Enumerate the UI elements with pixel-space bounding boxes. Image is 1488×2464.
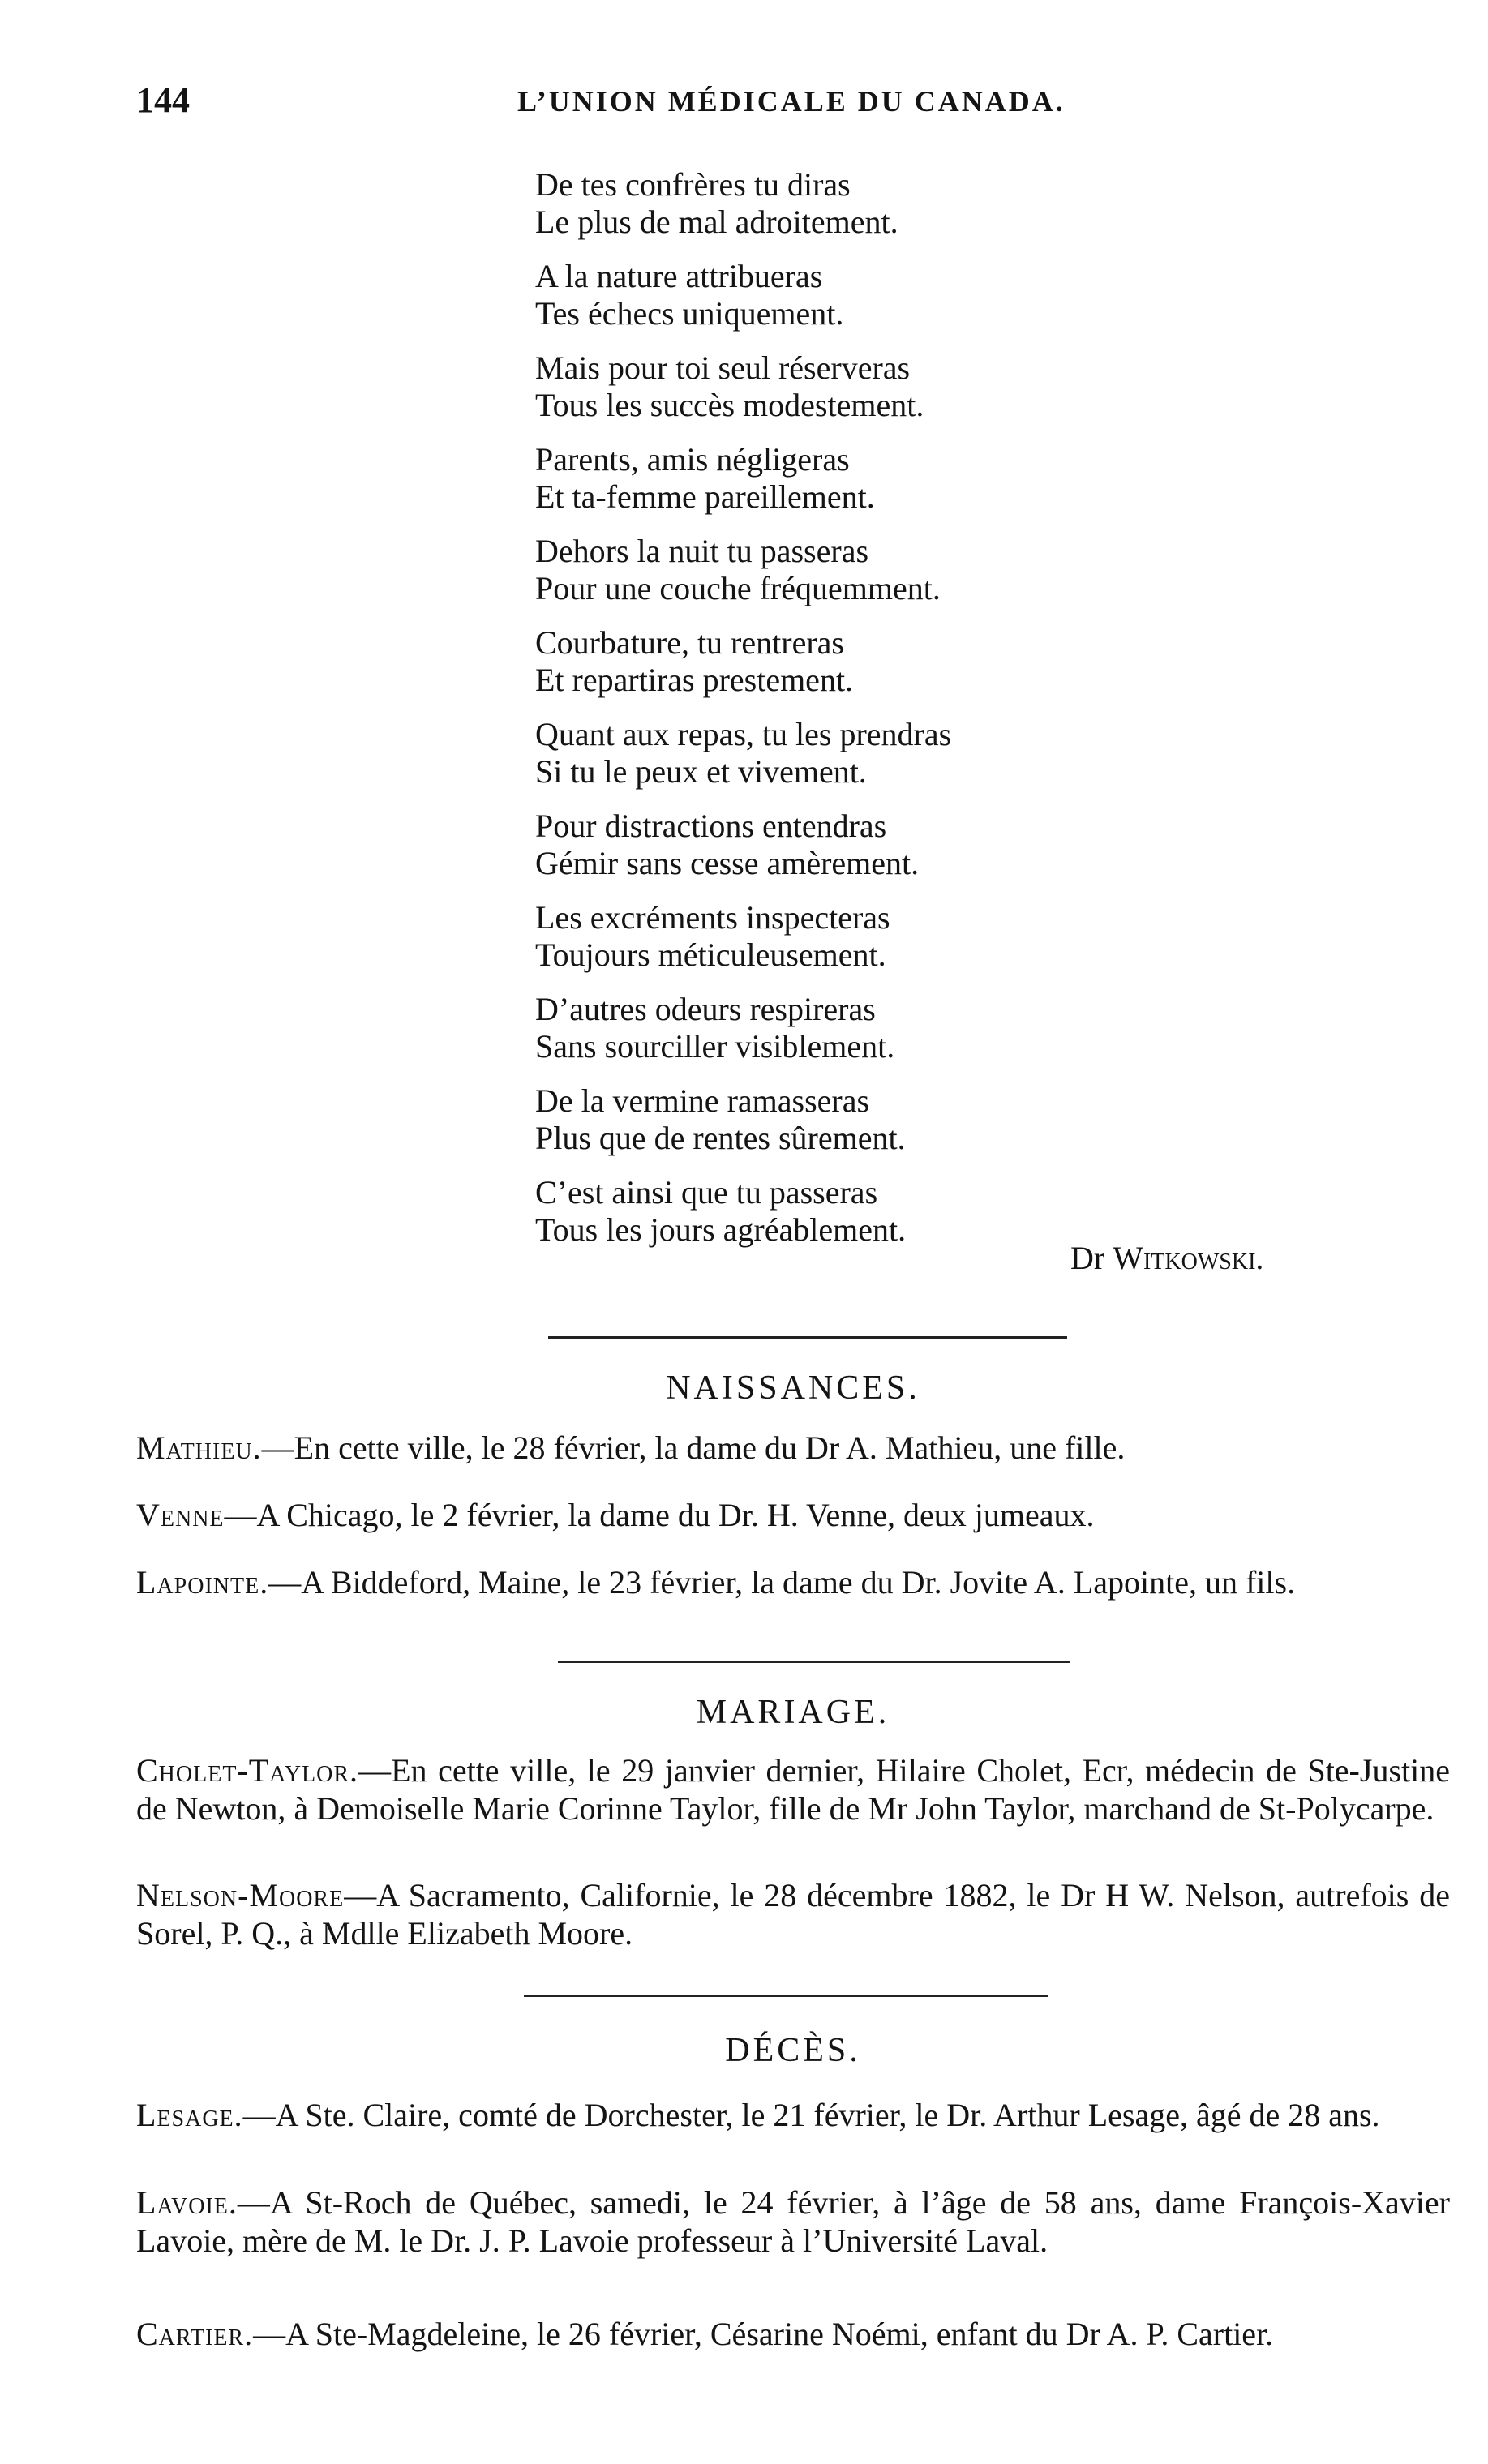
announcement-entry	[136, 1751, 1450, 1828]
poem-line: Pour une couche fréquemment.	[535, 570, 941, 606]
signature-prefix: Dr	[1070, 1240, 1105, 1276]
poem-stanza	[535, 1174, 1346, 1249]
poem-line: Le plus de mal adroitement.	[535, 204, 898, 240]
poem-stanza	[535, 349, 1346, 424]
entry-name: Cholet-Taylor.	[136, 1752, 359, 1789]
poem-stanza	[535, 899, 1346, 974]
poem-stanza	[535, 1082, 1346, 1157]
entry-name: Venne	[136, 1497, 225, 1533]
poem-line: Et ta-femme pareillement.	[535, 478, 875, 515]
poem-line: Quant aux repas, tu les prendras	[535, 716, 952, 752]
poem-line: C’est ainsi que tu passeras	[535, 1174, 878, 1211]
poem-line: Dehors la nuit tu passeras	[535, 533, 869, 569]
section-divider	[558, 1661, 1070, 1663]
entry-name: Lapointe.	[136, 1564, 269, 1601]
entry-text: —A St-Roch de Québec, samedi, le 24 février, à l’âge de 58 ans, dame François-Xavier Lavoie, mère de M. le Dr. J. P. Lavoie professeur à l’Université Laval.	[136, 2184, 1450, 2259]
announcement-entry	[136, 2096, 1450, 2134]
poem	[535, 166, 1346, 1266]
poem-line: Gémir sans cesse amèrement.	[535, 845, 920, 881]
poem-line: Pour distractions entendras	[535, 808, 887, 844]
poem-signature	[1070, 1239, 1263, 1277]
signature-name: Witkowski.	[1113, 1240, 1264, 1276]
entry-name: Lesage.	[136, 2097, 243, 2133]
entry-text: —A Sacramento, Californie, le 28 décembre 1882, le Dr H W. Nelson, autrefois de Sorel, P. Q., à Mdlle Elizabeth Moore.	[136, 1877, 1450, 1952]
poem-line: Toujours méticuleusement.	[535, 936, 886, 973]
poem-stanza	[535, 991, 1346, 1065]
announcement-entry	[136, 1563, 1450, 1601]
deces-heading: DÉCÈS.	[725, 2032, 861, 2069]
poem-line: Tes échecs uniquement.	[535, 295, 844, 332]
poem-stanza	[535, 166, 1346, 241]
entry-text: —A Chicago, le 2 février, la dame du Dr. H. Venne, deux jumeaux.	[224, 1497, 1095, 1533]
poem-line: A la nature attribueras	[535, 258, 823, 294]
entry-name: Mathieu.	[136, 1429, 262, 1466]
poem-line: De tes confrères tu diras	[535, 166, 851, 203]
poem-stanza	[535, 716, 1346, 791]
page-number: 144	[136, 80, 190, 120]
poem-line: Et repartiras prestement.	[535, 662, 854, 698]
poem-line: D’autres odeurs respireras	[535, 991, 876, 1027]
page-header	[136, 79, 1450, 128]
announcement-entry	[136, 2315, 1450, 2353]
entry-name: Cartier.	[136, 2316, 254, 2352]
announcement-entry	[136, 1496, 1450, 1534]
entry-text: —A Biddeford, Maine, le 23 février, la dame du Dr. Jovite A. Lapointe, un fils.	[268, 1564, 1296, 1601]
poem-line: Parents, amis négligeras	[535, 441, 850, 478]
entry-name: Nelson-Moore	[136, 1877, 345, 1913]
poem-line: Si tu le peux et vivement.	[535, 753, 867, 790]
section-divider	[548, 1336, 1067, 1339]
announcement-entry	[136, 2183, 1450, 2260]
poem-line: Les excréments inspecteras	[535, 899, 890, 936]
entry-name: Lavoie.	[136, 2184, 238, 2221]
entry-text: —A Ste-Magdeleine, le 26 février, Césarine Noémi, enfant du Dr A. P. Cartier.	[253, 2316, 1274, 2352]
poem-line: De la vermine ramasseras	[535, 1082, 870, 1119]
poem-stanza	[535, 624, 1346, 699]
mariage-heading: MARIAGE.	[696, 1694, 890, 1731]
poem-stanza	[535, 258, 1346, 332]
announcement-entry	[136, 1876, 1450, 1952]
running-title: L’UNION MÉDICALE DU CANADA.	[517, 85, 1066, 118]
section-divider	[524, 1995, 1048, 1997]
poem-stanza	[535, 441, 1346, 516]
poem-line: Plus que de rentes sûrement.	[535, 1120, 906, 1156]
entry-text: —A Ste. Claire, comté de Dorchester, le 21 février, le Dr. Arthur Lesage, âgé de 28 ans.	[242, 2097, 1380, 2133]
poem-line: Tous les jours agréablement.	[535, 1211, 907, 1248]
announcement-entry	[136, 1429, 1450, 1467]
poem-line: Tous les succès modestement.	[535, 387, 924, 423]
poem-line: Mais pour toi seul réserveras	[535, 349, 911, 386]
entry-text: —En cette ville, le 29 janvier dernier, Hilaire Cholet, Ecr, médecin de Ste-Justine de Newton, à Demoiselle Marie Corinne Taylor, fille de Mr John Taylor, marchand de St-Polycarpe.	[136, 1752, 1450, 1827]
poem-stanza	[535, 808, 1346, 882]
poem-line: Courbature, tu rentreras	[535, 624, 844, 661]
naissances-heading: NAISSANCES.	[666, 1369, 920, 1407]
entry-text: —En cette ville, le 28 février, la dame du Dr A. Mathieu, une fille.	[261, 1429, 1126, 1466]
poem-line: Sans sourciller visiblement.	[535, 1028, 895, 1065]
poem-stanza	[535, 533, 1346, 607]
